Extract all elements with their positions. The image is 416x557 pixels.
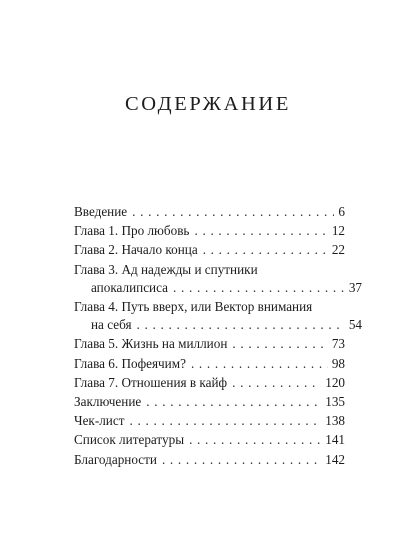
toc-entry-label: Глава 6. Пофеячим?	[74, 355, 186, 371]
toc-entry-label: Список литературы	[74, 432, 185, 448]
toc-entry-label-line1: Глава 4. Путь вверх, или Вектор внимания	[74, 299, 313, 315]
toc-entry-label: Благодарности	[74, 451, 157, 467]
toc-page-number: 37	[348, 279, 362, 295]
dot-leader	[194, 222, 327, 240]
dot-leader	[129, 412, 321, 430]
toc-entry-checklist[interactable]	[74, 412, 345, 430]
toc-entry-conclusion[interactable]	[74, 393, 345, 411]
toc-page-number: 120	[325, 374, 345, 390]
toc-entry-chapter-7[interactable]	[74, 374, 345, 392]
toc-entry-label: Глава 2. Начало конца	[74, 242, 198, 258]
toc-entry-label: Глава 5. Жизнь на миллион	[74, 336, 228, 352]
table-of-contents	[74, 203, 362, 469]
toc-page-number: 73	[331, 336, 345, 352]
toc-page-number: 98	[331, 355, 345, 371]
toc-page-number: 12	[331, 223, 345, 239]
dot-leader	[162, 451, 321, 469]
toc-entry-chapter-1[interactable]	[74, 222, 345, 240]
toc-page-number: 138	[325, 413, 345, 429]
toc-entry-introduction[interactable]	[74, 203, 345, 221]
dot-leader	[137, 316, 345, 334]
toc-entry-label-line1: Глава 3. Ад надежды и спутники	[74, 261, 258, 277]
toc-entry-label: апокалипсиса	[91, 279, 168, 295]
dot-leader	[191, 355, 328, 373]
toc-entry-label: Введение	[74, 204, 128, 219]
toc-entry-label: на себя	[91, 317, 132, 333]
toc-entry-chapter-2[interactable]	[74, 241, 345, 259]
toc-entry-label: Глава 7. Отношения в кайф	[74, 374, 228, 390]
dot-leader	[132, 203, 334, 221]
dot-leader	[173, 279, 345, 297]
dot-leader	[232, 335, 327, 353]
toc-entry-chapter-6[interactable]	[74, 355, 345, 373]
toc-page-number: 141	[325, 432, 345, 448]
dot-leader	[232, 374, 321, 392]
toc-entry-chapter-4[interactable]	[74, 298, 362, 334]
toc-page-number: 22	[331, 242, 345, 258]
toc-page-number: 54	[348, 317, 362, 333]
dot-leader	[189, 431, 321, 449]
toc-page-number: 142	[325, 451, 345, 467]
toc-entry-chapter-3[interactable]	[74, 261, 362, 297]
toc-page-number: 6	[338, 204, 345, 219]
toc-entry-acknowledgements[interactable]	[74, 451, 345, 469]
toc-page-number: 135	[325, 394, 345, 410]
page-title: СОДЕРЖАНИЕ	[125, 93, 291, 115]
toc-entry-chapter-5[interactable]	[74, 335, 345, 353]
dot-leader	[146, 393, 321, 411]
toc-entry-bibliography[interactable]	[74, 431, 345, 449]
toc-entry-label: Чек-лист	[74, 413, 125, 429]
toc-entry-label: Заключение	[74, 394, 142, 410]
toc-entry-label: Глава 1. Про любовь	[74, 223, 190, 239]
dot-leader	[203, 241, 328, 259]
